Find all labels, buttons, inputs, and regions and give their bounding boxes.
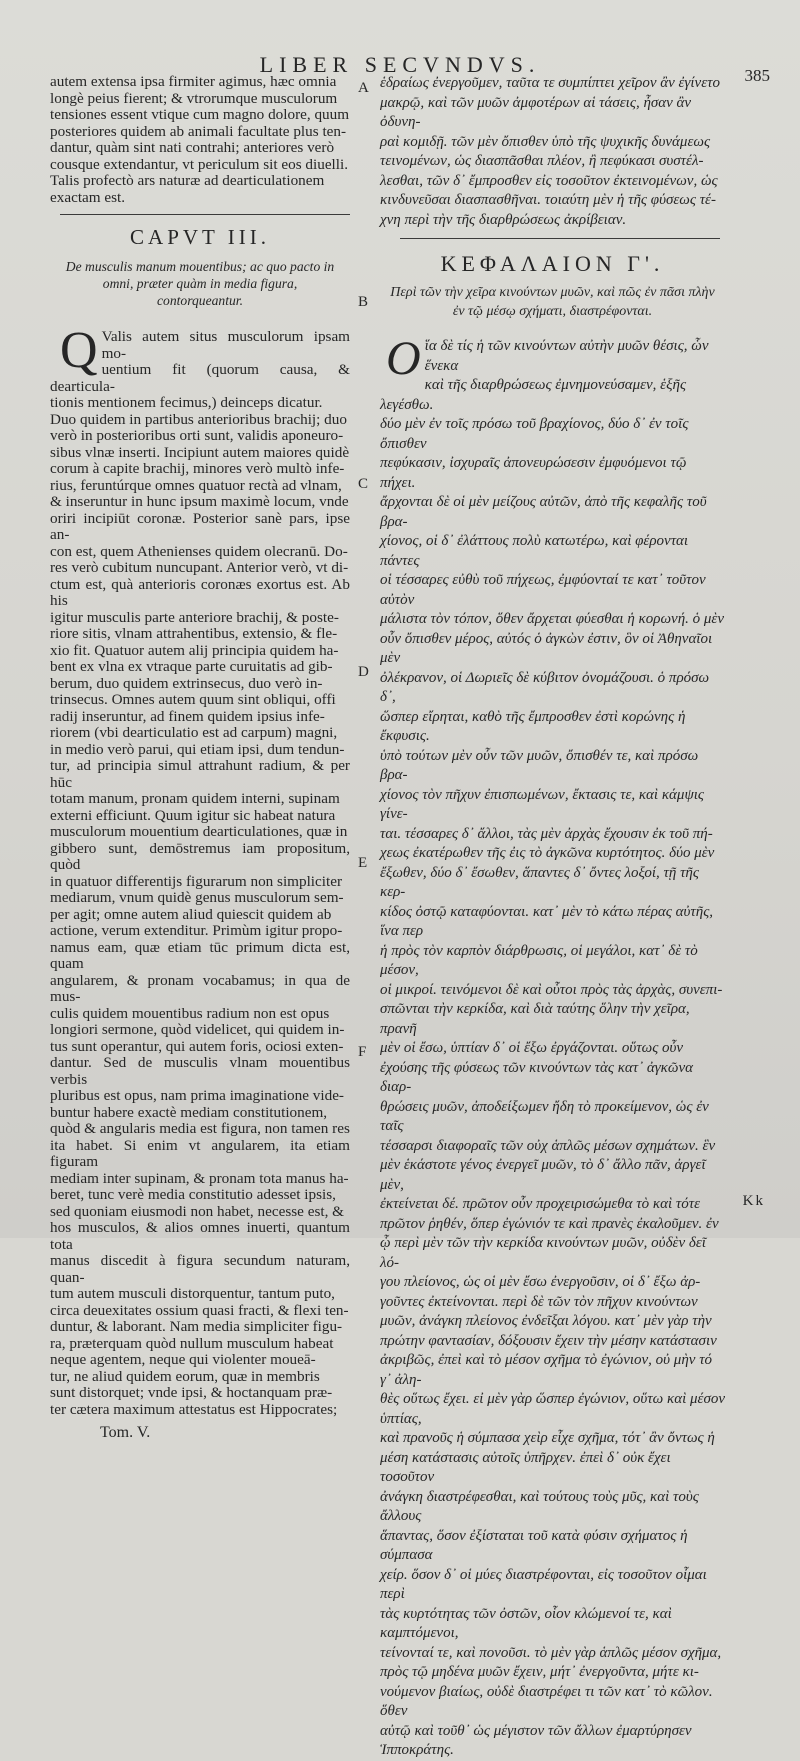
- margin-letter-a: A: [358, 80, 369, 96]
- latin-continuation: autem extensa ipsa firmiter agimus, hæc omnia longè peius fierent; & vtrorumque musculorum tensiones essent vtique cum magno dolore, quum posteriores quidem ab animali facultate plus ten- dantur, quàm sint nati contrahi; anteriores verò cousque extendantur, vt periculum sit eos diuelli. Talis profectò ars naturæ ad dearticulationem exactam est.: [50, 73, 350, 206]
- greek-chapter-title: ΚΕΦΑΛΑΙΟΝ Γ'.: [440, 251, 665, 276]
- volume-signature: Tom. V.: [100, 1424, 151, 1441]
- greek-body-text: ἵα δὲ τίς ἡ τῶν κινούντων αὐτὴν μυῶν θέσις, ὧν ἕνεκα καὶ τῆς διαρθρώσεως ἐμνημονεύσαμεν, ἑξῆς λεγέσθω. δύο μὲν ἐν τοῖς πρόσω τοῦ βραχίονος, δύο δ᾽ ἐν τοῖς ὄπισθεν πεφύκασιν, ἰσχυραῖς ἀπονευρώσεσιν ἐμφυόμενοι τῷ πήχει. ἄρχονται δὲ οἱ μὲν μείζους αὐτῶν, ἀπὸ τῆς κεφαλῆς τοῦ βρα- χίονος, οἱ δ᾽ ἐλάττους πολὺ κατωτέρω, καὶ φέρονται πάντες οἱ τέσσαρες εὐθὺ τοῦ πήχεως, ἐμφύονταί τε κατ᾽ τοῦτον αὐτὸν μάλιστα τὸν τόπον, ὅθεν ἄρχεται φύεσθαι ἡ κορωνή. ὁ μὲν οὖν ὄπισθεν μέρος, αὐτός ὁ ἀγκὼν ἐστιν, ὃν οἱ Ἀθηναῖοι μὲν ὀλέκρανον, οἱ Δωριεῖς δὲ κύβιτον ὀνομάζουσι. ὁ πρόσω δ᾽, ὥσπερ εἴρηται, καθὸ τῆς ἔμπροσθεν ἐστὶ κορώνης ἡ ἔκφυσις. ὑπὸ τούτων μὲν οὖν τῶν μυῶν, ὄπισθέν τε, καὶ πρόσω βρα- χίονος τὸν πῆχυν ἐπισπωμένων, ἔκτασις τε, καὶ κάμψις γίνε- ται. τέσσαρες δ᾽ ἄλλοι, τὰς μὲν ἀρχὰς ἔχουσιν ἐκ τοῦ πή- χεως ἐκατέρωθεν τῆς ἐις τὸ ἀγκῶνα κυρτότητος. δύο μὲν ἔξωθεν, δύο δ᾽ ἔσωθεν, ἅπαντες δ᾽ ὄντες λοξοί, τῇ τῆς κερ- κίδος ὀστῷ καταφύονται. κατ᾽ μὲν τὸ κάτω πέρας αὐτῆς, ἵνα περ ἡ πρὸς τὸν καρπὸν διάρθρωσις, οἱ μεγάλοι, κατ᾽ δὲ τὸ μέσον, οἱ μικροί. τεινόμενοι δὲ καὶ οὗτοι πρὸς τὰς ἀρχὰς, συνεπι- σπῶνται τὴν κερκίδα, καὶ διὰ ταύτης ὅλην τὴν χεῖρα, πρανῆ μὲν οἱ ἔσω, ὑπτίαν δ᾽ οἱ ἔξω ἐργάζονται. οὕτως οὖν ἐχούσης τῆς φύσεως τῶν κινούντων τὰς κατ᾽ ἀγκῶνα διαρ- θρώσεις μυῶν, ἀποδείξωμεν ἤδη τὸ προκείμενον, ὡς ἐν ταῖς τέσσαρσι διαφοραῖς τῶν οὐχ ἁπλῶς μέσων σχημάτων. ἓν μὲν ἑκάστοτε γένος ἐνεργεῖ μυῶν, τὸ δ᾽ ἄλλο πᾶν, ἀργεῖ μὲν, ἐκτείνεται δέ. πρῶτον οὖν προχειρισώμεθα τὸ καὶ τότε πρῶτον ῥηθέν, ὅπερ ἐγώνιόν τε καὶ πρανὲς ἐκαλοῦμεν. ἐν ᾧ περὶ μὲν τῶν τὴν κερκίδα κινούντων μυῶν, οὐδὲν δεῖ λό- γου πλείονος, ὡς οἱ μὲν ἔσω ἐνεργοῦσιν, οἱ δ᾽ ἔξω ἀρ- γοῦντες ἐκτείνονται. περὶ δὲ τῶν τὸν πῆχυν κινούντων μυῶν, ἀνάγκη πλείονος ἐνδεῖξαι λόγου. κατ᾽ μὲν γὰρ τὴν πρώτην φαντασίαν, δόξουσιν ἔχειν τὴν μέσην κατάστασιν ἀκριβῶς, ἐπεὶ καὶ τὸ μέσον σχῆμα τὸ ἐγώνιον, οὐ μὴν τό γ᾽ ἀλη- θὲς οὕτως ἔχει. εἰ μὲν γὰρ ὥσπερ ἐγώνιον, οὕτω καὶ μέσον ὑπτίας, καὶ πρανοῦς ἡ σύμπασα χεὶρ εἶχε σχῆμα, τότ᾽ ἂν ὄντως ἡ μέση κατάστασις αὐτοῖς ὑπῆρχεν. ἐπεὶ δ᾽ οὐκ ἔχει τοσοῦτον ἀνάγκη διαστρέφεσθαι, καὶ τούτους τοὺς μῦς, καὶ τοὺς ἄλλους ἅπαντας, ὅσον ἐξίσταται τοῦ κατὰ φύσιν σχήματος ἡ σύμπασα χείρ. ὅσον δ᾽ οἱ μύες διαστρέφονται, εἰς τοσοῦτον οἶμαι περὶ τὰς κυρτότητας τῶν ὀστῶν, οἷον κλώμενοί τε, καὶ καμπτόμενοι, τείνονταί τε, καὶ πονοῦσι. τὸ μὲν γὰρ ἁπλῶς μέσον σχῆμα, πρὸς τῷ μηδένα μυῶν ἔχειν, μήτ᾽ ἐνεργοῦντα, μήτε κι- νούμενον βιαίως, οὐδὲ διαστρέφει τι τῶν κατ᾽ τὸ κῶλον. ὅθεν αὐτῷ καὶ τοῦθ᾽ ὡς μέγιστον τῶν ἄλλων ἐμαρτύρησεν Ἱπποκράτης.: [380, 338, 726, 1758]
- margin-letter-e: E: [358, 855, 368, 871]
- latin-body-text: Valis autem situs musculorum ipsam mo- uentium fit (quorum causa, & dearticula- tionis mentionem fecimus,) deinceps dicatur. Duo quidem in partibus anterioribus brachij; duo verò in posterioribus orti sunt, validis aponeuro- sibus vlnæ inserti. Incipiunt autem maiores quidè corum à capite brachij, minores verò multò infe- rius, feruntúrque omnes quatuor rectà ad vlnam, & inseruntur in hunc ipsum maximè locum, vnde oriri incipiūt coronæ. Posterior sanè pars, ipse an- con est, quem Athenienses quidem olecranū. Do- res verò cubitum nuncupant. Anterior verò, vt di- ctum est, quà anterioris coronæs exortus est. Ab his igitur musculis parte anteriore brachij, & poste- riore sitis, vlnam attrahentibus, extensio, & fle- xio fit. Quatuor autem alij principia quidem ha- bent ex vlna ex vtraque parte curuitatis ad gib- berum, duo quidem extrinsecus, duo verò in- trinsecus. Omnes autem quum sint obliqui, offi radij inseruntur, ad finem quidem ipsius infe- riorem (vbi dearticulatio est ad carpum) magni, in medio verò parui, qui etiam ipsi, dum tendun- tur, ad principia simul attrahunt radium, & per hūc totam manum, pronam quidem interni, supinam externi efficiunt. Quum igitur sic habeat natura musculorum mouentium dearticulationes, quæ in gibbero sunt, demōstremus iam propositum, quòd in quatuor differentijs figurarum non simpliciter mediarum, vnum quidè genus musculorum sem- per agit; omne autem aliud quiescit quidem ab actione, verum extenditur. Primùm igitur propo- namus eam, quæ etiam tūc primum dicta est, quam angularem, & pronam vocabamus; in qua de mus- culis quidem mouentibus radium non est opus longiori sermone, quòd videlicet, qui quidem in- tus sunt operantur, qui autem foris, ociosi exten- dantur. Sed de musculis vlnam mouentibus verbis pluribus est opus, nam prima imaginatione vide- buntur habere exactè mediam constitutionem, quòd & angularis media est figura, non tamen res ita habet. Si enim vt angularem, ita etiam figuram mediam inter supinam, & pronam tota manus ha- beret, tunc verè media constitutio adesset ipsis, sed quoniam eiusmodi non habet, necesse est, & hos musculos, & alios omnes inuerti, quantum tota manus discedit à figura secundum naturam, quan- tum autem musculi distorquentur, tantum puto, circa deuexitates ossium quasi fracti, & flexi ten- duntur, & laborant. Nam media simpliciter figu- ra, præterquam quòd nullum musculum habeat neque agentem, neque qui violenter moueā- tur, ne aliud quidem eorum, quæ in membris sunt distorquet; vnde ipsi, & hoctanquam præ- ter cætera maximum attestatus est Hippocrates;: [50, 328, 350, 1418]
- page-number: 385: [744, 66, 770, 85]
- greek-divider: [400, 238, 720, 239]
- margin-letter-d: D: [358, 664, 369, 680]
- latin-drop-cap: Q: [60, 322, 98, 379]
- greek-drop-cap: Ο: [386, 332, 421, 385]
- greek-chapter-summary: Περὶ τῶν τὴν χεῖρα κινούντων μυῶν, καὶ πῶς ἐν πᾶσι πλὴν ἐν τῷ μέσῳ σχήματι, διαστρέφονται.: [390, 285, 715, 319]
- margin-letter-f: F: [358, 1044, 367, 1060]
- latin-column: [50, 73, 350, 1441]
- greek-continuation: ἑδραίως ἐνεργοῦμεν, ταῦτα τε συμπίπτει χεῖρον ἂν ἐγίνετο μακρῷ, καὶ τῶν μυῶν ἀμφοτέρων αἱ τάσεις, ἦσαν ἂν ὀδυνη- ραὶ κομιδῇ. τῶν μὲν ὄπισθεν ὑπὸ τῆς ψυχικῆς δυνάμεως τεινομένων, ὡς διασπᾶσθαι πλέον, ἢ πεφύκασι συστέλ- λεσθαι, τῶν δ᾽ ἔμπροσθεν εἰς τοσοῦτον ἐκτεινομένων, ὡς κινδυνεῦσαι διασπασθῆναι. τοιαύτη μὲν ἡ τῆς φύσεως τέ- χνη περὶ τὴν τῆς διαρθρώσεως ἀκρίβειαν.: [380, 75, 720, 228]
- latin-divider: [60, 214, 350, 215]
- running-head: LIBER SECVNDVS.: [259, 52, 541, 77]
- greek-column: [380, 74, 726, 1758]
- margin-letter-b: B: [358, 294, 369, 310]
- margin-letter-c: C: [358, 476, 369, 492]
- catchword: Kk: [742, 1193, 765, 1209]
- latin-chapter-summary: De musculis manum mouentibus; ac quo pacto in omni, præter quàm in media figura, contorqueantur.: [65, 259, 335, 308]
- latin-chapter-title: CAPVT III.: [130, 225, 270, 249]
